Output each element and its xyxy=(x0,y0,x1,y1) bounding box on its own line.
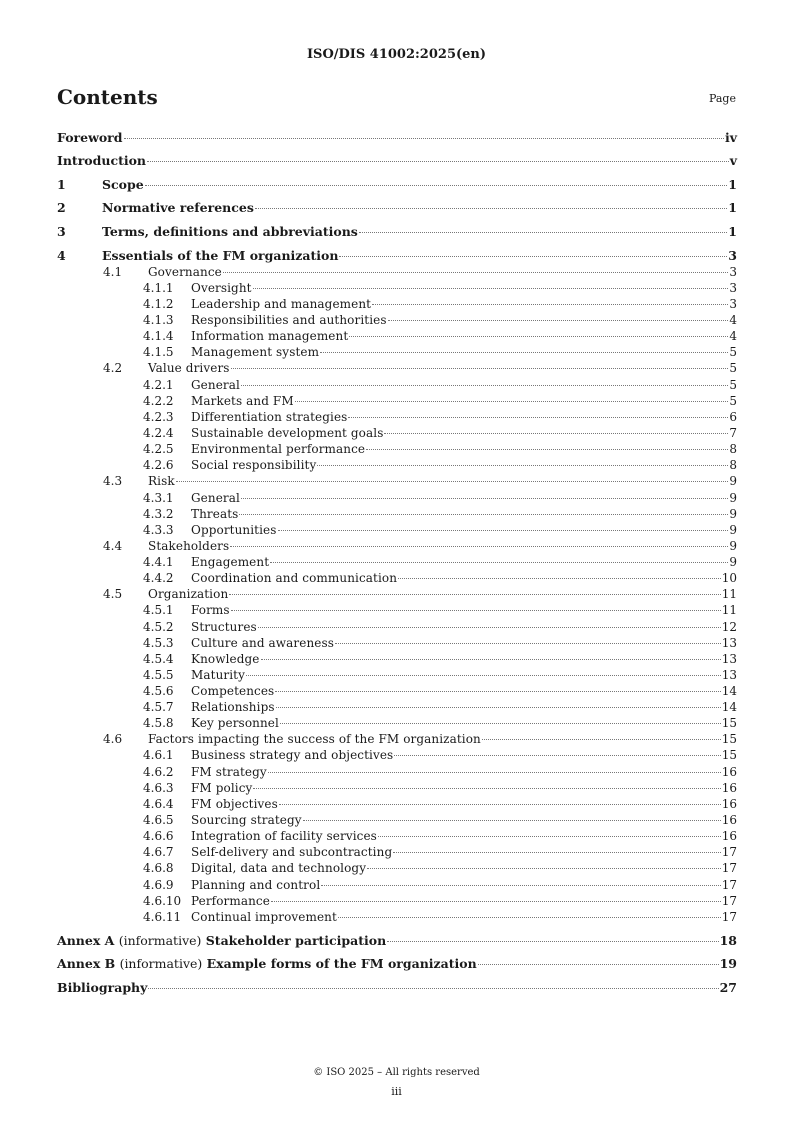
page-column-label: Page xyxy=(708,92,736,105)
toc-number: 4.6.5 xyxy=(143,813,174,827)
toc-entry-4-6-3[interactable] xyxy=(57,780,737,796)
toc-label: Forms xyxy=(191,603,230,617)
toc-page: 17 xyxy=(721,845,737,859)
toc-entry-4-4[interactable] xyxy=(57,538,737,554)
dot-leader xyxy=(253,288,729,289)
toc-page: 11 xyxy=(721,587,737,601)
toc-page: iv xyxy=(724,130,737,145)
toc-label: Relationships xyxy=(191,700,275,714)
toc-entry-4-5-4[interactable] xyxy=(57,651,737,667)
toc-page: 19 xyxy=(719,956,737,971)
toc-label: FM policy xyxy=(191,781,253,795)
toc-page: 9 xyxy=(729,523,737,537)
toc-page: 16 xyxy=(721,813,737,827)
toc-label: Business strategy and objectives xyxy=(191,748,394,762)
toc-page: 9 xyxy=(729,555,737,569)
toc-page: 15 xyxy=(721,716,737,730)
dot-leader xyxy=(303,820,721,821)
toc-entry-4-5-3[interactable] xyxy=(57,635,737,651)
toc-page: 6 xyxy=(729,410,737,424)
toc-label: Opportunities xyxy=(191,523,277,537)
toc-page: 13 xyxy=(721,636,737,650)
dot-leader xyxy=(239,514,728,515)
toc-page: 1 xyxy=(728,200,737,215)
dot-leader xyxy=(359,232,727,233)
toc-page: 14 xyxy=(721,684,737,698)
toc-label: Value drivers xyxy=(148,361,230,375)
toc-entry-4-6-1[interactable] xyxy=(57,747,737,763)
toc-label: Risk xyxy=(148,474,175,488)
toc-number: 4.4 xyxy=(103,539,123,553)
dot-leader xyxy=(270,562,728,563)
toc-page: 5 xyxy=(729,378,737,392)
toc-label: Responsibilities and authorities xyxy=(191,313,387,327)
toc-entry-4-6-8[interactable] xyxy=(57,860,737,876)
dot-leader xyxy=(268,772,721,773)
toc-entry-4-4-2[interactable] xyxy=(57,570,737,586)
toc-page: 16 xyxy=(721,781,737,795)
toc-number: 4.6.10 xyxy=(143,894,182,908)
toc-entry-4-6-9[interactable] xyxy=(57,877,737,893)
dot-leader xyxy=(478,964,719,965)
dot-leader xyxy=(349,336,728,337)
toc-page: 1 xyxy=(728,177,737,192)
toc-page: 14 xyxy=(721,700,737,714)
annex-type: (informative) xyxy=(118,933,202,948)
toc-number: 4.1 xyxy=(103,265,123,279)
dot-leader xyxy=(339,256,727,257)
toc-number: 4.3 xyxy=(103,474,123,488)
annex-title: Example forms of the FM organization xyxy=(206,956,477,971)
dot-leader xyxy=(145,185,728,186)
toc-label: Threats xyxy=(191,507,239,521)
toc-number: 4.3.1 xyxy=(143,491,174,505)
toc-entry-4-6[interactable] xyxy=(57,731,737,747)
toc-entry-annex-b[interactable] xyxy=(57,956,737,972)
toc-entry-4-4-1[interactable] xyxy=(57,554,737,570)
toc-label: General xyxy=(191,378,240,392)
toc-page: 17 xyxy=(721,894,737,908)
toc-label: Digital, data and technology xyxy=(191,861,367,875)
toc-number: 4.5.2 xyxy=(143,620,174,634)
toc-label: Culture and awareness xyxy=(191,636,334,650)
dot-leader xyxy=(317,465,728,466)
toc-page: 13 xyxy=(721,668,737,682)
toc-label: Maturity xyxy=(191,668,245,682)
toc-number: 4.6.1 xyxy=(143,748,174,762)
dot-leader xyxy=(231,610,721,611)
dot-leader xyxy=(366,449,728,450)
toc-entry-4-5-8[interactable] xyxy=(57,715,737,731)
toc-page: 9 xyxy=(729,491,737,505)
toc-entry-4-6-10[interactable] xyxy=(57,893,737,909)
dot-leader xyxy=(241,385,728,386)
annex-id: Annex B xyxy=(57,956,116,971)
toc-page: 4 xyxy=(729,313,737,327)
dot-leader xyxy=(279,804,721,805)
toc-number: 4.3.2 xyxy=(143,507,174,521)
dot-leader xyxy=(388,320,729,321)
toc-label xyxy=(57,933,386,949)
toc-entry-clause-1[interactable] xyxy=(57,177,737,193)
dot-leader xyxy=(230,546,728,547)
toc-label: Management system xyxy=(191,345,320,359)
toc-number: 4.1.2 xyxy=(143,297,174,311)
toc-label: Social responsibility xyxy=(191,458,317,472)
toc-number: 4.2.5 xyxy=(143,442,174,456)
toc-label: FM strategy xyxy=(191,765,267,779)
toc-page: 9 xyxy=(729,474,737,488)
toc-number: 4.6.11 xyxy=(143,910,182,924)
dot-leader xyxy=(387,941,718,942)
toc-entry-4-6-5[interactable] xyxy=(57,812,737,828)
dot-leader xyxy=(275,691,720,692)
toc-page: 5 xyxy=(729,394,737,408)
toc-page: 18 xyxy=(719,933,737,948)
toc-page: 9 xyxy=(729,539,737,553)
toc-entry-4-6-7[interactable] xyxy=(57,844,737,860)
toc-entry-4-5-2[interactable] xyxy=(57,619,737,635)
toc-label: Integration of facility services xyxy=(191,829,377,843)
toc-number: 4.2.3 xyxy=(143,410,174,424)
toc-page: 13 xyxy=(721,652,737,666)
toc-number: 4.6.4 xyxy=(143,797,174,811)
toc-number: 4.1.1 xyxy=(143,281,174,295)
toc-entry-4-1-2[interactable] xyxy=(57,296,737,312)
toc-label: Essentials of the FM organization xyxy=(102,248,339,263)
toc-entry-4-6-6[interactable] xyxy=(57,828,737,844)
toc-label: Stakeholders xyxy=(148,539,230,553)
toc-number: 4.5.8 xyxy=(143,716,174,730)
toc-number: 4.5.6 xyxy=(143,684,174,698)
toc-number: 1 xyxy=(57,177,66,192)
toc-label: Sourcing strategy xyxy=(191,813,302,827)
dot-leader xyxy=(372,304,728,305)
toc-number: 4.2.1 xyxy=(143,378,174,392)
toc-number: 4.5.1 xyxy=(143,603,174,617)
toc-page: 27 xyxy=(719,980,737,995)
toc-page: 7 xyxy=(729,426,737,440)
toc-entry-4-3[interactable] xyxy=(57,473,737,489)
toc-label: Terms, definitions and abbreviations xyxy=(102,224,358,239)
dot-leader xyxy=(223,272,728,273)
toc-page: 11 xyxy=(721,603,737,617)
dot-leader xyxy=(271,901,721,902)
toc-number: 4.2.6 xyxy=(143,458,174,472)
dot-leader xyxy=(280,723,721,724)
toc-page: 17 xyxy=(721,861,737,875)
toc-entry-4-6-2[interactable] xyxy=(57,764,737,780)
toc-page: 15 xyxy=(721,732,737,746)
toc-entry-4-6-4[interactable] xyxy=(57,796,737,812)
toc-number: 4.6.8 xyxy=(143,861,174,875)
toc-label xyxy=(57,956,477,972)
toc-label: Organization xyxy=(148,587,229,601)
toc-page: 3 xyxy=(729,265,737,279)
toc-label: FM objectives xyxy=(191,797,278,811)
toc-label: Scope xyxy=(102,177,144,192)
toc-page: 16 xyxy=(721,829,737,843)
toc-entry-clause-4[interactable] xyxy=(57,248,737,264)
toc-number: 4.6.2 xyxy=(143,765,174,779)
toc-entry-4-1-1[interactable] xyxy=(57,280,737,296)
toc-entry-4-5-7[interactable] xyxy=(57,699,737,715)
toc-entry-4-2-6[interactable] xyxy=(57,457,737,473)
dot-leader xyxy=(393,852,720,853)
page-number: iii xyxy=(391,1085,402,1098)
toc-entry-4-2-3[interactable] xyxy=(57,409,737,425)
toc-page: 3 xyxy=(728,248,737,263)
toc-label: Markets and FM xyxy=(191,394,294,408)
toc-number: 4.6.3 xyxy=(143,781,174,795)
toc-label: Environmental performance xyxy=(191,442,366,456)
toc-number: 4.5.5 xyxy=(143,668,174,682)
toc-entry-4-2-5[interactable] xyxy=(57,441,737,457)
document-id-header: ISO/DIS 41002:2025(en) xyxy=(306,47,487,62)
toc-label: Knowledge xyxy=(191,652,260,666)
toc-number: 4.5.3 xyxy=(143,636,174,650)
toc-entry-4-3-3[interactable] xyxy=(57,522,737,538)
toc-label: Introduction xyxy=(57,153,147,168)
dot-leader xyxy=(241,498,728,499)
toc-page: 16 xyxy=(721,797,737,811)
toc-number: 4.2.2 xyxy=(143,394,174,408)
toc-number: 2 xyxy=(57,200,66,215)
annex-title: Stakeholder participation xyxy=(205,933,387,948)
toc-number: 4.3.3 xyxy=(143,523,174,537)
dot-leader xyxy=(394,755,720,756)
toc-page: v xyxy=(729,153,737,168)
copyright-footer: © ISO 2025 – All rights reserved xyxy=(313,1067,480,1078)
toc-label: Oversight xyxy=(191,281,252,295)
toc-label: Governance xyxy=(148,265,222,279)
toc-label: Sustainable development goals xyxy=(191,426,384,440)
toc-page: 4 xyxy=(729,329,737,343)
toc-entry-4-5-6[interactable] xyxy=(57,683,737,699)
toc-number: 4.4.1 xyxy=(143,555,174,569)
dot-leader xyxy=(255,208,727,209)
toc-label: Factors impacting the success of the FM organization xyxy=(148,732,481,746)
toc-entry-annex-a[interactable] xyxy=(57,933,737,949)
dot-leader xyxy=(231,368,729,369)
toc-page: 12 xyxy=(721,620,737,634)
toc-page: 16 xyxy=(721,765,737,779)
toc-number: 4.2.4 xyxy=(143,426,174,440)
toc-page: 5 xyxy=(729,361,737,375)
dot-leader xyxy=(261,659,721,660)
toc-label: Information management xyxy=(191,329,349,343)
dot-leader xyxy=(321,885,720,886)
toc-entry-4-2[interactable] xyxy=(57,360,737,376)
toc-number: 4.6 xyxy=(103,732,123,746)
dot-leader xyxy=(384,433,728,434)
toc-label: Coordination and communication xyxy=(191,571,398,585)
toc-number: 3 xyxy=(57,224,66,239)
toc-page: 5 xyxy=(729,345,737,359)
dot-leader xyxy=(335,643,721,644)
toc-label: Performance xyxy=(191,894,270,908)
dot-leader xyxy=(278,530,729,531)
toc-label: Bibliography xyxy=(57,980,148,995)
toc-entry-4-1[interactable] xyxy=(57,264,737,280)
toc-entry-bibliography[interactable] xyxy=(57,980,737,996)
dot-leader xyxy=(482,739,721,740)
toc-entry-4-1-3[interactable] xyxy=(57,312,737,328)
dot-leader xyxy=(398,578,721,579)
dot-leader xyxy=(338,917,721,918)
toc-page: 3 xyxy=(729,297,737,311)
toc-number: 4.2 xyxy=(103,361,123,375)
toc-number: 4.1.4 xyxy=(143,329,174,343)
toc-label: Key personnel xyxy=(191,716,279,730)
toc-label: General xyxy=(191,491,240,505)
toc-entry-4-3-2[interactable] xyxy=(57,506,737,522)
toc-label: Continual improvement xyxy=(191,910,337,924)
toc-page: 1 xyxy=(728,224,737,239)
toc-number: 4.5.7 xyxy=(143,700,174,714)
toc-entry-4-5-5[interactable] xyxy=(57,667,737,683)
toc-entry-foreword[interactable] xyxy=(57,130,737,146)
toc-page: 10 xyxy=(721,571,737,585)
dot-leader xyxy=(320,352,728,353)
dot-leader xyxy=(276,707,721,708)
toc-number: 4.6.9 xyxy=(143,878,174,892)
toc-entry-introduction[interactable] xyxy=(57,153,737,169)
annex-id: Annex A xyxy=(57,933,115,948)
dot-leader xyxy=(348,417,728,418)
dot-leader xyxy=(147,161,729,162)
dot-leader xyxy=(295,401,729,402)
toc-entry-4-2-2[interactable] xyxy=(57,393,737,409)
toc-number: 4.1.5 xyxy=(143,345,174,359)
toc-number: 4.6.6 xyxy=(143,829,174,843)
toc-label: Structures xyxy=(191,620,257,634)
toc-entry-4-2-1[interactable] xyxy=(57,377,737,393)
toc-entry-4-1-5[interactable] xyxy=(57,344,737,360)
annex-type: (informative) xyxy=(119,956,203,971)
toc-page: 3 xyxy=(729,281,737,295)
toc-number: 4.1.3 xyxy=(143,313,174,327)
toc-label: Differentiation strategies xyxy=(191,410,348,424)
dot-leader xyxy=(258,627,721,628)
toc-label: Planning and control xyxy=(191,878,321,892)
dot-leader xyxy=(367,868,721,869)
toc-entry-4-5-1[interactable] xyxy=(57,602,737,618)
toc-page: 9 xyxy=(729,507,737,521)
toc-entry-4-5[interactable] xyxy=(57,586,737,602)
toc-label: Leadership and management xyxy=(191,297,372,311)
toc-page: 17 xyxy=(721,878,737,892)
page-title: Contents xyxy=(57,85,158,109)
dot-leader xyxy=(124,138,724,139)
toc-entry-4-6-11[interactable] xyxy=(57,909,737,925)
toc-label: Self-delivery and subcontracting xyxy=(191,845,393,859)
toc-number: 4.5.4 xyxy=(143,652,174,666)
toc-page: 8 xyxy=(729,442,737,456)
toc-page: 8 xyxy=(729,458,737,472)
toc-entry-4-2-4[interactable] xyxy=(57,425,737,441)
toc-number: 4.5 xyxy=(103,587,123,601)
dot-leader xyxy=(253,788,720,789)
toc-number: 4.4.2 xyxy=(143,571,174,585)
toc-label: Normative references xyxy=(102,200,254,215)
toc-entry-4-1-4[interactable] xyxy=(57,328,737,344)
dot-leader xyxy=(378,836,721,837)
toc-entry-clause-3[interactable] xyxy=(57,224,737,240)
dot-leader xyxy=(229,594,720,595)
toc-page: 15 xyxy=(721,748,737,762)
dot-leader xyxy=(148,988,718,989)
toc-label: Competences xyxy=(191,684,275,698)
toc-number: 4.6.7 xyxy=(143,845,174,859)
dot-leader xyxy=(246,675,721,676)
toc-entry-4-3-1[interactable] xyxy=(57,490,737,506)
dot-leader xyxy=(176,481,729,482)
toc-number: 4 xyxy=(57,248,66,263)
toc-label: Foreword xyxy=(57,130,123,145)
toc-entry-clause-2[interactable] xyxy=(57,200,737,216)
toc-page: 17 xyxy=(721,910,737,924)
toc-label: Engagement xyxy=(191,555,270,569)
